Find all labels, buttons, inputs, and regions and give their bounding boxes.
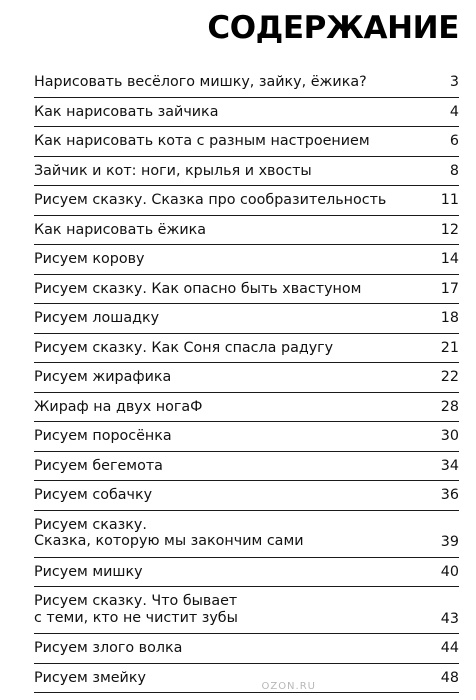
toc-entry-title: Рисуем сказку. Сказка, которую мы закончим сами [34,516,304,549]
toc-entry-page: 17 [440,280,459,297]
toc-entry-page: 22 [440,369,459,385]
toc-entry-title: Как нарисовать зайчика [34,103,219,120]
toc-entry-page: 30 [440,428,459,444]
toc-entry [34,127,459,157]
watermark: OZON.RU [261,681,316,692]
toc-entry-title: Рисуем лошадку [34,310,160,326]
toc-entry-title: Рисуем поросёнка [34,428,172,444]
toc-entry-title: Рисуем собачку [34,487,153,503]
toc-entry-title: Рисуем бегемота [34,457,163,474]
toc-entry-page: 6 [449,133,459,149]
toc-entry-title: Рисуем жирафика [34,369,172,385]
toc-entry-title: Жираф на двух ногаФ [34,398,203,415]
toc-entry-page: 34 [440,457,459,474]
toc-entry-page: 36 [440,487,459,503]
toc-entry [34,304,459,334]
toc-entry [34,216,459,246]
toc-entry-title: Рисуем змейку [34,669,146,686]
toc-entry [34,422,459,452]
toc-entry [34,334,459,364]
toc-entry [34,275,459,305]
table-of-contents [34,68,459,693]
toc-entry-title: Рисуем корову [34,251,145,267]
toc-entry-title: Рисуем сказку. Что бывает с теми, кто не чистит зубы [34,593,238,626]
toc-entry-page: 43 [440,610,459,627]
toc-entry-title: Рисуем сказку. Как Соня спасла радугу [34,339,334,356]
toc-entry-page: 21 [440,339,459,356]
toc-entry [34,157,459,187]
toc-entry [34,664,459,694]
toc-entry [34,511,459,558]
toc-entry [34,186,459,216]
toc-entry-title: Как нарисовать ёжика [34,221,207,238]
toc-entry [34,587,459,634]
toc-entry-title: Рисуем злого волка [34,640,183,656]
toc-entry-title: Рисуем сказку. Как опасно быть хвастуном [34,280,362,297]
toc-entry-page: 48 [440,669,459,686]
toc-entry [34,393,459,423]
toc-entry [34,452,459,482]
toc-entry-title: Нарисовать весёлого мишку, зайку, ёжика? [34,74,367,90]
toc-entry [34,98,459,128]
toc-entry-page: 11 [440,192,459,208]
toc-entry-page: 40 [440,563,459,580]
toc-entry-title: Рисуем мишку [34,563,143,580]
toc-entry-page: 12 [440,221,459,238]
toc-entry-title: Рисуем сказку. Сказка про сообразительность [34,192,387,208]
toc-entry-page: 18 [440,310,459,326]
toc-entry [34,245,459,275]
toc-entry-title: Как нарисовать кота с разным настроением [34,133,370,149]
toc-entry [34,558,459,588]
toc-entry-page: 4 [449,103,459,120]
toc-entry-page: 44 [440,640,459,656]
toc-entry [34,363,459,393]
toc-entry-title: Зайчик и кот: ноги, крылья и хвосты [34,162,312,179]
toc-entry-page: 39 [440,534,459,550]
toc-entry-page: 3 [449,74,459,90]
page-title: СОДЕРЖАНИЕ [207,10,459,46]
toc-entry [34,68,459,98]
toc-entry-page: 8 [449,162,459,179]
toc-entry [34,634,459,664]
toc-entry-page: 28 [440,398,459,415]
toc-entry [34,481,459,511]
toc-entry-page: 14 [440,251,459,267]
